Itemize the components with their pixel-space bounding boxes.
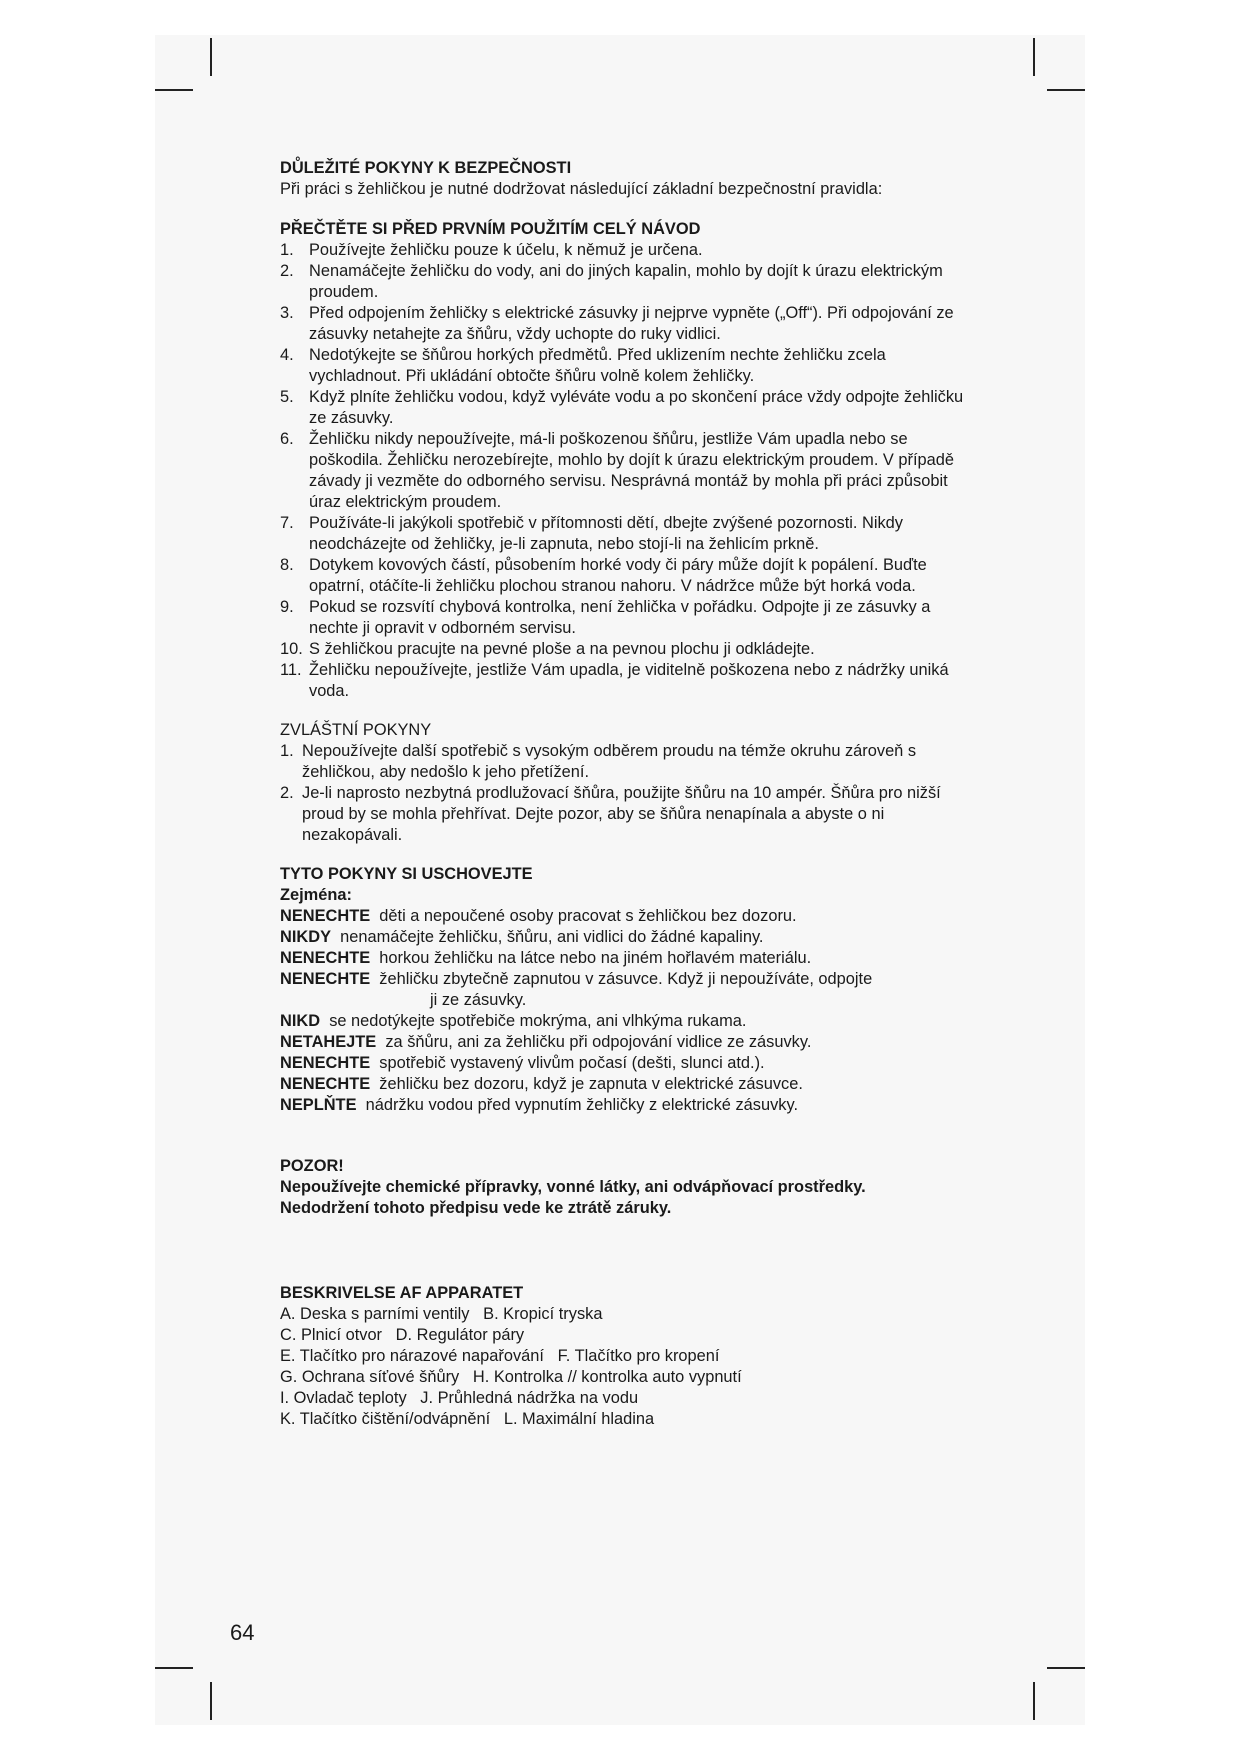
rule-line: NENECHTE horkou žehličku na látce nebo na jiném hořlavém materiálu.	[280, 949, 812, 967]
safety-heading: DŮLEŽITÉ POKYNY K BEZPEČNOSTI	[280, 159, 572, 177]
crop-mark-top-left-v	[210, 38, 212, 76]
list-item: 5. Když plníte žehličku vodou, když vyléváte vodu a po skončení práce vždy odpojte žehličku ze zásuvky.	[280, 388, 964, 427]
list-item: 2. Nenamáčejte žehličku do vody, ani do jiných kapalin, mohlo by dojít k úrazu elektrickým proudem.	[280, 262, 943, 301]
parts-line: K. Tlačítko čištění/odvápnění L. Maximální hladina	[280, 1410, 655, 1428]
list-item: 6. Žehličku nikdy nepoužívejte, má-li poškozenou šňůru, jestliže Vám upadla nebo se poškodila. Žehličku nerozebírejte, mohlo by dojít k úrazu elektrickým proudem. V případě závady ji vezměte do odborného servisu. Nesprávná montáž by mohla při práci způsobit úraz elektrickým proudem.	[280, 430, 955, 511]
crop-mark-bottom-left-h	[155, 1667, 193, 1669]
rule-line: NEPLŇTE nádržku vodou před vypnutím žehličky z elektrické zásuvky.	[280, 1096, 799, 1114]
crop-mark-bottom-left-v	[210, 1682, 212, 1720]
list-item: 7. Používáte-li jakýkoli spotřebič v přítomnosti dětí, dbejte zvýšené pozornosti. Nikdy neodcházejte od žehličky, je-li zapnuta, nebo stojí-li na žehlicím prkně.	[280, 514, 903, 553]
crop-mark-bottom-right-v	[1033, 1682, 1035, 1720]
crop-mark-top-right-h	[1047, 89, 1085, 91]
warning-heading: POZOR!	[280, 1157, 344, 1175]
rule-line: NIKDY nenamáčejte žehličku, šňůru, ani vidlici do žádné kapaliny.	[280, 928, 764, 946]
document-body	[280, 158, 980, 1430]
parts-line: G. Ochrana síťové šňůry H. Kontrolka // kontrolka auto vypnutí	[280, 1368, 742, 1386]
special-rules-list	[280, 741, 980, 846]
keep-instructions-subtitle: Zejména:	[280, 886, 352, 904]
keep-instructions-heading: TYTO POKYNY SI USCHOVEJTE	[280, 865, 533, 883]
crop-mark-top-right-v	[1033, 38, 1035, 76]
rule-line: NENECHTE spotřebič vystavený vlivům počasí (dešti, slunci atd.).	[280, 1054, 765, 1072]
list-item: 10. S žehličkou pracujte na pevné ploše a na pevnou plochu ji odkládejte.	[280, 640, 815, 658]
list-item: 1. Nepoužívejte další spotřebič s vysokým odběrem proudu na témže okruhu zároveň s žehličkou, aby nedošlo k jeho přetížení.	[280, 742, 917, 781]
safety-intro: Při práci s žehličkou je nutné dodržovat následující základní bezpečnostní pravidla:	[280, 180, 883, 198]
list-item: 1. Používejte žehličku pouze k účelu, k němuž je určena.	[280, 241, 703, 259]
safety-rules-list	[280, 240, 980, 702]
crop-mark-top-left-h	[155, 89, 193, 91]
warning-line-1: Nepoužívejte chemické přípravky, vonné látky, ani odvápňovací prostředky.	[280, 1178, 866, 1196]
parts-line: E. Tlačítko pro nárazové napařování F. Tlačítko pro kropení	[280, 1347, 720, 1365]
rule-line: NETAHEJTE za šňůru, ani za žehličku při odpojování vidlice ze zásuvky.	[280, 1033, 812, 1051]
rule-line: NIKD se nedotýkejte spotřebiče mokrýma, ani vlhkýma rukama.	[280, 1012, 747, 1030]
list-item: 9. Pokud se rozsvítí chybová kontrolka, není žehlička v pořádku. Odpojte ji ze zásuvky a nechte ji opravit v odborném servisu.	[280, 598, 931, 637]
list-item: 2. Je-li naprosto nezbytná prodlužovací šňůra, použijte šňůru na 10 ampér. Šňůra pro nižší proud by se mohla přehřívat. Dejte pozor, aby se šňůra nenapínala a abyste o ni nezakopávali.	[280, 784, 941, 844]
parts-line: C. Plnicí otvor D. Regulátor páry	[280, 1326, 525, 1344]
list-item: 4. Nedotýkejte se šňůrou horkých předmětů. Před uklizením nechte žehličku zcela vychladnout. Při ukládání obtočte šňůru volně kolem žehličky.	[280, 346, 886, 385]
parts-line: I. Ovladač teploty J. Průhledná nádržka na vodu	[280, 1389, 639, 1407]
rule-line: NENECHTE žehličku zbytečně zapnutou v zásuvce. Když ji nepoužíváte, odpojte	[280, 970, 873, 988]
rule-line-continuation: ji ze zásuvky.	[430, 991, 527, 1009]
rule-line: NENECHTE děti a nepoučené osoby pracovat s žehličkou bez dozoru.	[280, 907, 797, 925]
warning-line-2: Nedodržení tohoto předpisu vede ke ztrátě záruky.	[280, 1199, 672, 1217]
rule-line: NENECHTE žehličku bez dozoru, když je zapnuta v elektrické zásuvce.	[280, 1075, 803, 1093]
parts-line: A. Deska s parními ventily B. Kropicí tryska	[280, 1305, 603, 1323]
parts-heading: BESKRIVELSE AF APPARATET	[280, 1284, 524, 1302]
crop-mark-bottom-right-h	[1047, 1667, 1085, 1669]
special-heading: ZVLÁŠTNÍ POKYNY	[280, 721, 432, 739]
list-item: 3. Před odpojením žehličky s elektrické zásuvky ji nejprve vypněte („Off“). Při odpojování ze zásuvky netahejte za šňůru, vždy uchopte do ruky vidlici.	[280, 304, 954, 343]
list-item: 8. Dotykem kovových částí, působením horké vody či páry může dojít k popálení. Buďte opatrní, otáčíte-li žehličku plochou stranou nahoru. V nádržce může být horká voda.	[280, 556, 927, 595]
list-item: 11. Žehličku nepoužívejte, jestliže Vám upadla, je viditelně poškozena nebo z nádržky uniká voda.	[280, 661, 949, 700]
read-manual-heading: PŘEČTĚTE SI PŘED PRVNÍM POUŽITÍM CELÝ NÁVOD	[280, 220, 701, 238]
page-number: 64	[230, 1620, 255, 1645]
